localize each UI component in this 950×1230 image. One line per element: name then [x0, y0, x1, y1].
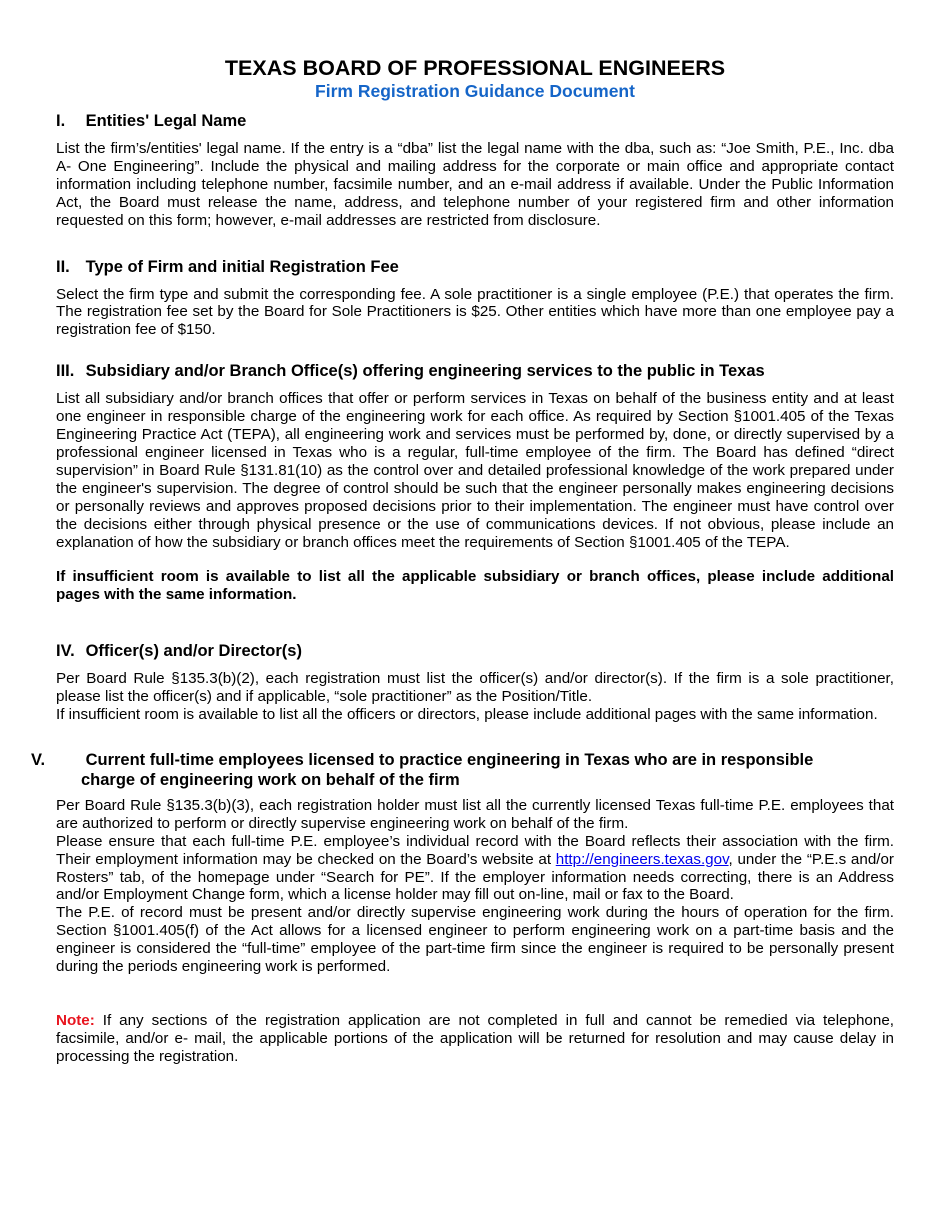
document-subtitle: Firm Registration Guidance Document [315, 81, 635, 101]
document-title: TEXAS BOARD OF PROFESSIONAL ENGINEERS [224, 56, 726, 80]
section-paragraph: Per Board Rule §135.3(b)(3), each registration holder must list all the currently licensed Texas full-time P.E. employees that are authorized to perform or directly supervise engineering work on behalf of the firm. [56, 796, 894, 832]
section-number: III. [56, 362, 75, 381]
note-text: If any sections of the registration application are not completed in full and cannot be remedied via telephone, facsimile, and/or e- mail, the applicable portions of the application will be returned for resolution and may cause delay in processing the registration. [56, 1012, 894, 1065]
section-title: Subsidiary and/or Branch Office(s) offering engineering services to the public in Texas [85, 362, 765, 381]
document-page [31, 55, 894, 1066]
section-number: I. [56, 112, 66, 130]
section-heading [56, 641, 894, 661]
note-label: Note: [56, 1012, 95, 1029]
section-number: II. [56, 257, 70, 276]
section-subsidiary-branch-offices [56, 361, 894, 604]
section-title: Officer(s) and/or Director(s) [85, 642, 302, 661]
note-paragraph [56, 1012, 894, 1066]
section-paragraph: The P.E. of record must be present and/or directly supervise engineering work during the hours of operation for the firm. Section §1001.405(f) of the Act allows for a licensed engineer to perform engineering work on a part-time basis and the engineer is considered the “full-time” employee of the part-time firm since the engineer is required to be personally present during the periods engineering work is performed. [56, 904, 894, 976]
section-paragraph-with-link: Please ensure that each full-time P.E. employee’s individual record with the Board reflects their association with the firm. Their employment information may be checked on the Board’s website at http://engineers.texas.gov, under the “P.E.s and/or Rosters” tab, of the homepage under “Search for PE”. If the employer information needs correcting, there is an Address and/or Employment Change form, which a license holder may fill out on-line, mail or fax to the Board. [56, 832, 894, 904]
section-title: Current full-time employees licensed to practice engineering in Texas who are in responsible charge of engineering work on behalf of the firm [81, 750, 814, 789]
section-entities-legal-name [56, 111, 894, 230]
section-title: Type of Firm and initial Registration Fee [85, 257, 399, 276]
section-heading [56, 257, 894, 277]
section-paragraph: Select the firm type and submit the corresponding fee. A sole practitioner is a single employee (P.E.) that operates the firm. The registration fee set by the Board for Sole Practitioners is $25. Other entities which have more than one employee pay a registration fee of $150. [56, 285, 894, 339]
section-paragraph: If insufficient room is available to list all the officers or directors, please include additional pages with the same information. [56, 706, 878, 724]
section-paragraph: Per Board Rule §135.3(b)(2), each registration must list the officer(s) and/or director(s). If the firm is a sole practitioner, please list the officer(s) and if applicable, “sole practitioner” as the Position/Title. [56, 670, 894, 706]
section-officers-directors [56, 641, 894, 724]
section-heading [31, 750, 894, 790]
section-type-of-firm [56, 257, 894, 340]
section-paragraph: List all subsidiary and/or branch offices that offer or perform services in Texas on behalf of the business entity and at least one engineer in responsible charge of the engineering work for each office. As required by Section §1001.405 of the Texas Engineering Practice Act (TEPA), all engineering work and services must be performed by, done, or directly supervised by a professional engineer licensed in Texas who is a regular, full-time employee of the firm. The Board has defined “direct supervision” in Board Rule §131.81(10) as the control over and detailed professional knowledge of the work prepared under the engineer's supervision. The degree of control should be such that the engineer personally makes engineering decisions or personally reviews and approves proposed decisions prior to their implementation. The engineer must have control over the decisions either through physical presence or the use of communications devices. If not obvious, please include an explanation of how the subsidiary or branch offices meet the requirements of Section §1001.405 of the TEPA. [56, 390, 894, 551]
section-title: Entities' Legal Name [85, 112, 247, 130]
note-block [56, 1012, 894, 1066]
section-heading [56, 111, 894, 131]
section-number: IV. [56, 642, 75, 661]
section-heading [56, 361, 894, 381]
section-number: V. [31, 750, 46, 769]
board-website-link[interactable]: http://engineers.texas.gov [555, 850, 729, 868]
section-paragraph: List the firm’s/entities' legal name. If the entry is a “dba” list the legal name with the dba, such as: “Joe Smith, P.E., Inc. dba A- One Engineering”. Include the physical and mailing address for the corporate or main office and appropriate contact information including telephone number, facsimile number, and an e-mail address if available. Under the Public Information Act, the Board must release the name, address, and telephone number of your registered firm and other information requested on this form; however, e-mail addresses are restricted from disclosure. [56, 140, 894, 229]
section-full-time-employees [31, 750, 894, 976]
insufficient-room-note: If insufficient room is available to list all the applicable subsidiary or branch offices, please include additional pages with the same information. [56, 568, 894, 604]
